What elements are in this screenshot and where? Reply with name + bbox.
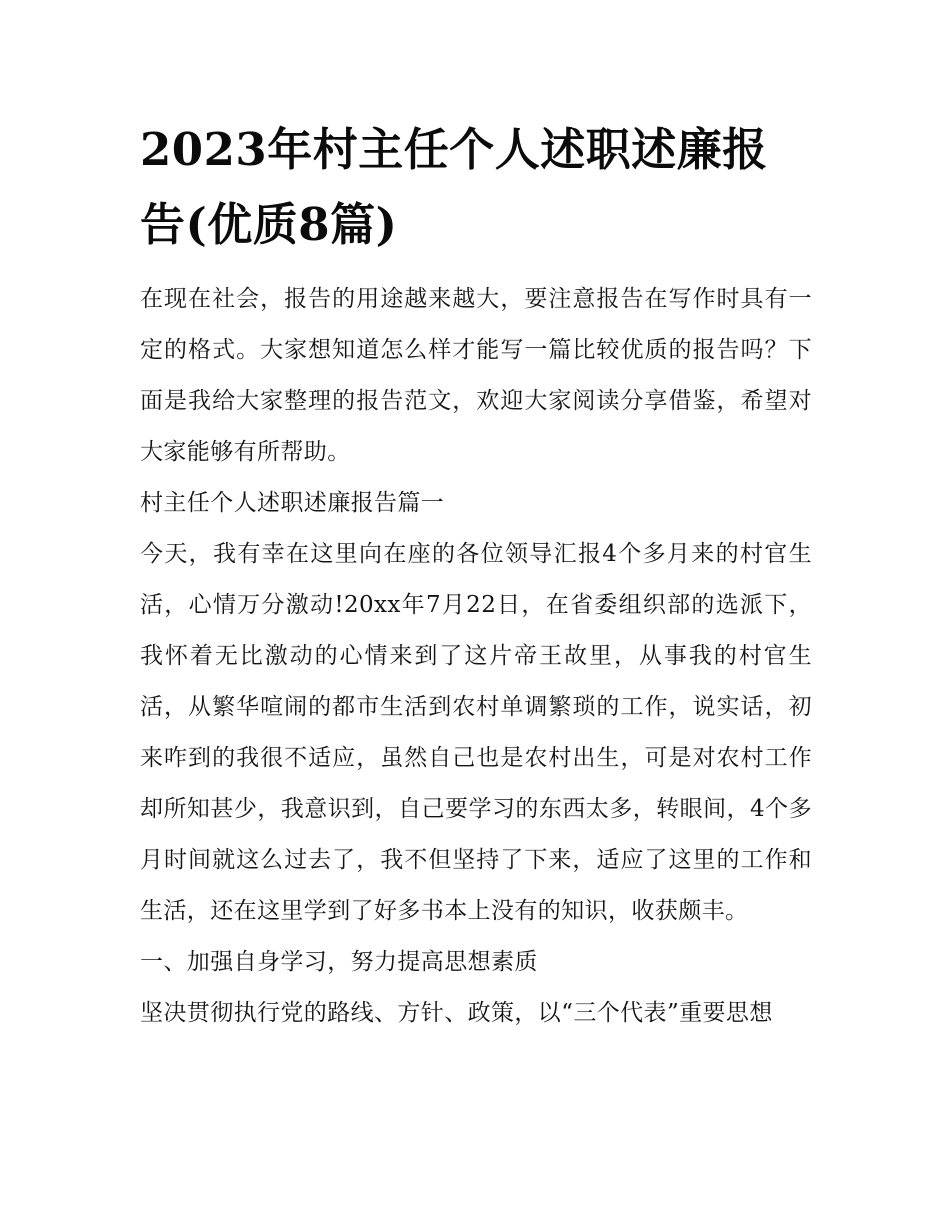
body-paragraph-continued: 坚决贯彻执行党的路线、方针、政策，以“三个代表”重要思想 bbox=[140, 1000, 773, 1026]
document-title: 2023年村主任个人述职述廉报告(优质8篇) bbox=[140, 123, 768, 251]
document-body bbox=[140, 112, 812, 1039]
intro-paragraph: 在现在社会，报告的用途越来越大，要注意报告在写作时具有一定的格式。大家想知道怎么样才能写一篇比较优质的报告吗？下面是我给大家整理的报告范文，欢迎大家阅读分享借鉴，希望对大家能够有所帮助。 bbox=[140, 286, 812, 465]
subsection-heading-study: 一、加强自身学习，努力提高思想素质 bbox=[140, 949, 538, 975]
section-heading-part-one: 村主任个人述职述廉报告篇一 bbox=[140, 490, 445, 516]
body-paragraph: 今天，我有幸在这里向在座的各位领导汇报4个多月来的村官生活，心情万分激动!20xx年7月22日，在省委组织部的选派下，我怀着无比激动的心情来到了这片帝王故里，从事我的村官生活，从繁华喧闹的都市生活到农村单调繁琐的工作，说实话，初来咋到的我很不适应，虽然自己也是农村出生，可是对农村工作却所知甚少，我意识到，自己要学习的东西太多，转眼间，4个多月时间就这么过去了，我不但坚持了下来，适应了这里的工作和生活，还在这里学到了好多书本上没有的知识，收获颇丰。 bbox=[140, 541, 812, 924]
